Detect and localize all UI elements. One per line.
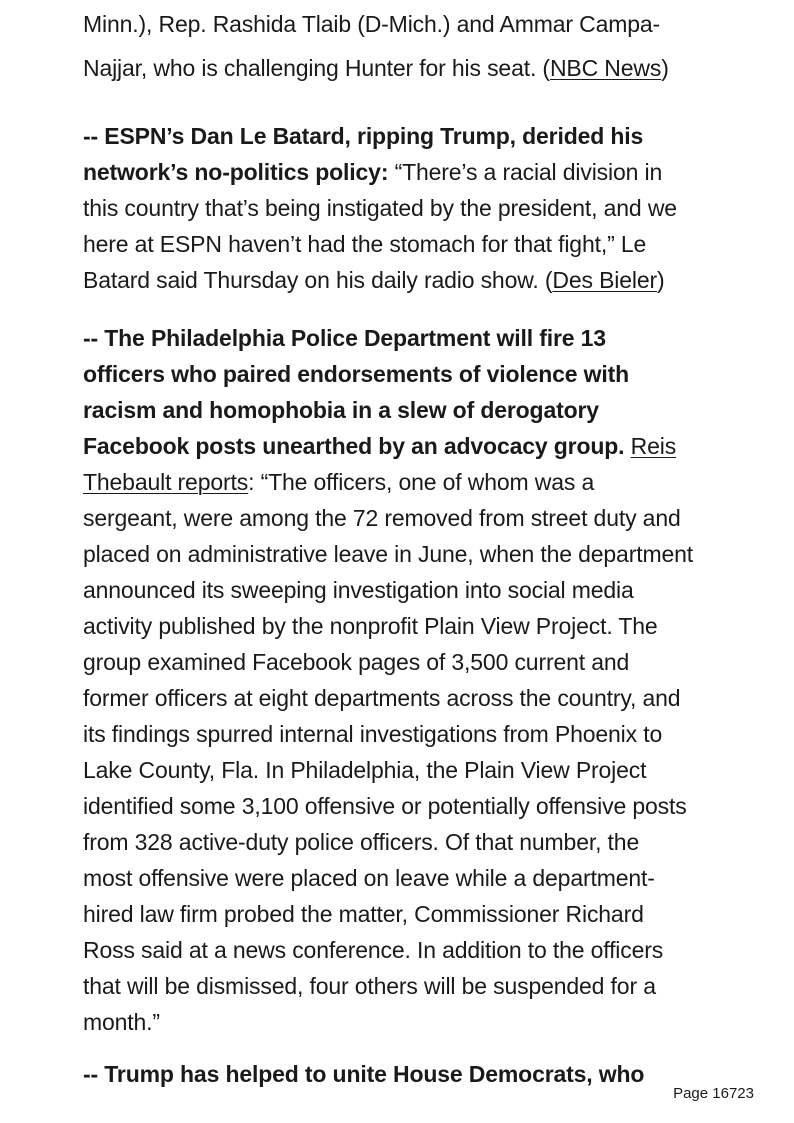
text-line: hired law firm probed the matter, Commissioner Richard — [83, 901, 644, 927]
text-line: placed on administrative leave in June, when the department — [83, 541, 693, 567]
document-page — [83, 0, 723, 1123]
text-line: here at ESPN haven’t had the stomach for that fight,” Le — [83, 231, 647, 257]
text-line — [83, 50, 723, 86]
text-line — [83, 428, 723, 464]
paragraph-philadelphia-police — [83, 320, 723, 1040]
text-line: its findings spurred internal investigations from Phoenix to — [83, 721, 663, 747]
bold-headline-end: Facebook posts unearthed by an advocacy group. — [83, 433, 625, 459]
text-line — [83, 15, 723, 43]
text-line: most offensive were placed on leave while a department- — [83, 865, 655, 891]
nbc-news-link[interactable]: NBC News — [549, 55, 662, 81]
text-segment: “There’s a racial division in — [388, 159, 663, 185]
bold-headline-end: network’s no-politics policy: — [83, 159, 389, 185]
text-line: that will be dismissed, four others will be suspended for a — [83, 973, 656, 999]
text-line: month.” — [83, 1009, 160, 1035]
text-line: Ross said at a news conference. In addition to the officers — [83, 937, 664, 963]
paragraph-espn — [83, 118, 723, 298]
reis-thebault-link-continued[interactable]: Thebault reports — [83, 469, 249, 495]
text-segment: : “The officers, one of whom was a — [248, 469, 595, 495]
text-segment: ) — [657, 267, 665, 293]
paragraph-house-democrats — [83, 1056, 723, 1092]
reis-thebault-link[interactable]: Reis — [630, 433, 677, 459]
bold-headline-line: -- Trump has helped to unite House Democrats, who — [83, 1061, 645, 1087]
text-line: activity published by the nonprofit Plain View Project. The — [83, 613, 658, 639]
text-line: sergeant, were among the 72 removed from street duty and — [83, 505, 681, 531]
bold-headline-line: -- The Philadelphia Police Department will fire 13 — [83, 325, 606, 351]
partial-top-line: Minn.), Rep. Rashida Tlaib (D-Mich.) and Ammar Campa- — [83, 15, 661, 37]
bold-headline-line: racism and homophobia in a slew of derogatory — [83, 397, 599, 423]
text-line: identified some 3,100 offensive or potentially offensive posts — [83, 793, 687, 819]
text-line: this country that’s being instigated by the president, and we — [83, 195, 677, 221]
text-segment: ) — [661, 55, 669, 81]
page-number: Page 16723 — [673, 1085, 754, 1102]
bold-headline-line: officers who paired endorsements of violence with — [83, 361, 630, 387]
text-line: group examined Facebook pages of 3,500 current and — [83, 649, 630, 675]
text-line: from 328 active-duty police officers. Of that number, the — [83, 829, 640, 855]
text-line: Lake County, Fla. In Philadelphia, the Plain View Project — [83, 757, 647, 783]
text-segment: Batard said Thursday on his daily radio show. ( — [83, 267, 553, 293]
text-line — [83, 154, 723, 190]
text-line — [83, 262, 723, 298]
paragraph-nbc-news — [83, 15, 723, 86]
text-line — [83, 464, 723, 500]
text-line: announced its sweeping investigation into social media — [83, 577, 634, 603]
text-line: former officers at eight departments across the country, and — [83, 685, 681, 711]
des-bieler-link[interactable]: Des Bieler — [552, 267, 658, 293]
bold-headline-line: -- ESPN’s Dan Le Batard, ripping Trump, derided his — [83, 123, 644, 149]
text-segment: Najjar, who is challenging Hunter for his seat. ( — [83, 55, 550, 81]
